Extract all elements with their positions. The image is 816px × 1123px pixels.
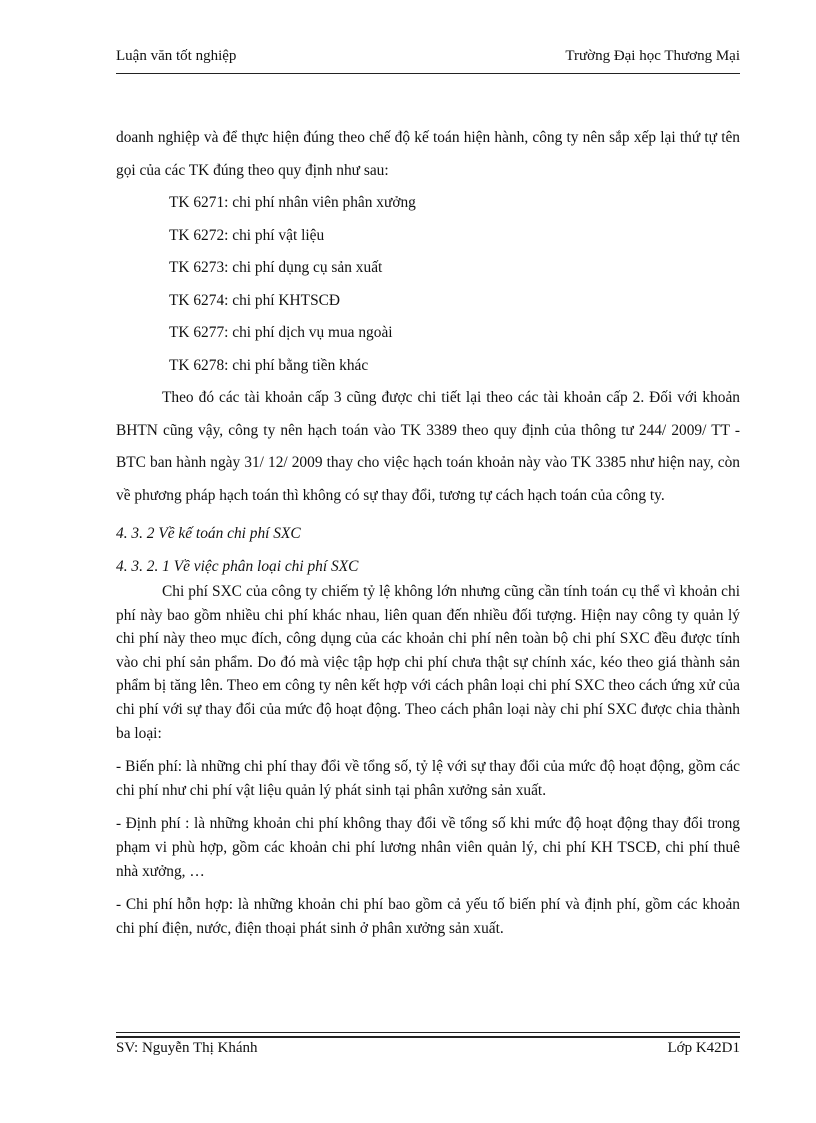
account-item: TK 6278: chi phí bằng tiền khác (169, 356, 369, 374)
account-item: TK 6273: chi phí dụng cụ sản xuất (169, 259, 383, 276)
page-header (116, 48, 740, 70)
subsection-heading: 4. 3. 2. 1 Về việc phân loại chi phí SXC (116, 558, 359, 575)
page-body (116, 122, 740, 940)
footer-rule-thin (116, 1032, 740, 1033)
page-footer (116, 1040, 740, 1057)
account-item: TK 6272: chi phí vật liệu (169, 226, 325, 244)
paragraph-accounts-detail: Theo đó các tài khoản cấp 3 cũng được chi tiết lại theo các tài khoản cấp 2. Đối với khoản BHTN cũng vậy, công ty nên hạch toán vào TK 3389 theo quy định của thông tư 244/ 2009/ TT - BTC ban hành ngày 31/ 12/ 2009 thay cho việc hạch toán khoản này vào TK 3385 như hiện nay, còn về phương pháp hạch toán thì không có sự thay đổi, tương tự cách hạch toán của công ty. (116, 389, 740, 504)
section-heading: 4. 3. 2 Về kế toán chi phí SXC (116, 525, 301, 542)
footer-rule-thick (116, 1036, 740, 1038)
account-item: TK 6271: chi phí nhân viên phân xưởng (169, 194, 416, 211)
bullet-variable-cost: - Biến phí: là những chi phí thay đổi về tổng số, tỷ lệ với sự thay đổi của mức độ hoạt động, gồm các chi phí như chi phí vật liệu quản lý phát sinh tại phân xưởng sản xuất. (116, 758, 740, 799)
account-item: TK 6274: chi phí KHTSCĐ (169, 291, 341, 309)
footer-student-name: SV: Nguyễn Thị Khánh (116, 1040, 258, 1056)
bullet-fixed-cost: - Định phí : là những khoản chi phí không thay đổi về tổng số khi mức độ hoạt động thay đổi trong phạm vi phù hợp, gồm các khoản chi phí lương nhân viên quản lý, chi phí KH TSCĐ, chi phí thuê nhà xưởng, … (116, 815, 740, 880)
header-thesis-title: Luận văn tốt nghiệp (116, 48, 237, 64)
paragraph-classification: Chi phí SXC của công ty chiếm tỷ lệ không lớn nhưng cũng cần tính toán cụ thể vì khoản chi phí này bao gồm nhiều chi phí khác nhau, liên quan đến nhiều đối tượng. Hiện nay công ty quản lý chi phí này theo mục đích, công dụng của các khoản chi phí nên toàn bộ chi phí SXC đều được tính vào chi phí sản phẩm. Do đó mà việc tập hợp chi phí chưa thật sự chính xác, kéo theo giá thành sản phẩm bị tăng lên. Theo em công ty nên kết hợp với cách phân loại chi phí SXC theo cách ứng xử của chi phí với sự thay đổi của mức độ hoạt động. Theo cách phân loại này chi phí SXC được chia thành ba loại: (116, 583, 740, 742)
bullet-mixed-cost: - Chi phí hỗn hợp: là những khoản chi phí bao gồm cả yếu tố biến phí và định phí, gồm các khoản chi phí điện, nước, điện thoại phát sinh ở phân xưởng sản xuất. (116, 896, 740, 937)
footer-class: Lớp K42D1 (667, 1040, 740, 1056)
paragraph-intro: doanh nghiệp và để thực hiện đúng theo chế độ kế toán hiện hành, công ty nên sắp xếp lại thứ tự tên gọi của các TK đúng theo quy định như sau: (116, 129, 740, 179)
header-university: Trường Đại học Thương Mại (565, 48, 740, 64)
header-rule (116, 73, 740, 74)
account-list (116, 187, 740, 382)
account-item: TK 6277: chi phí dịch vụ mua ngoài (169, 324, 393, 341)
